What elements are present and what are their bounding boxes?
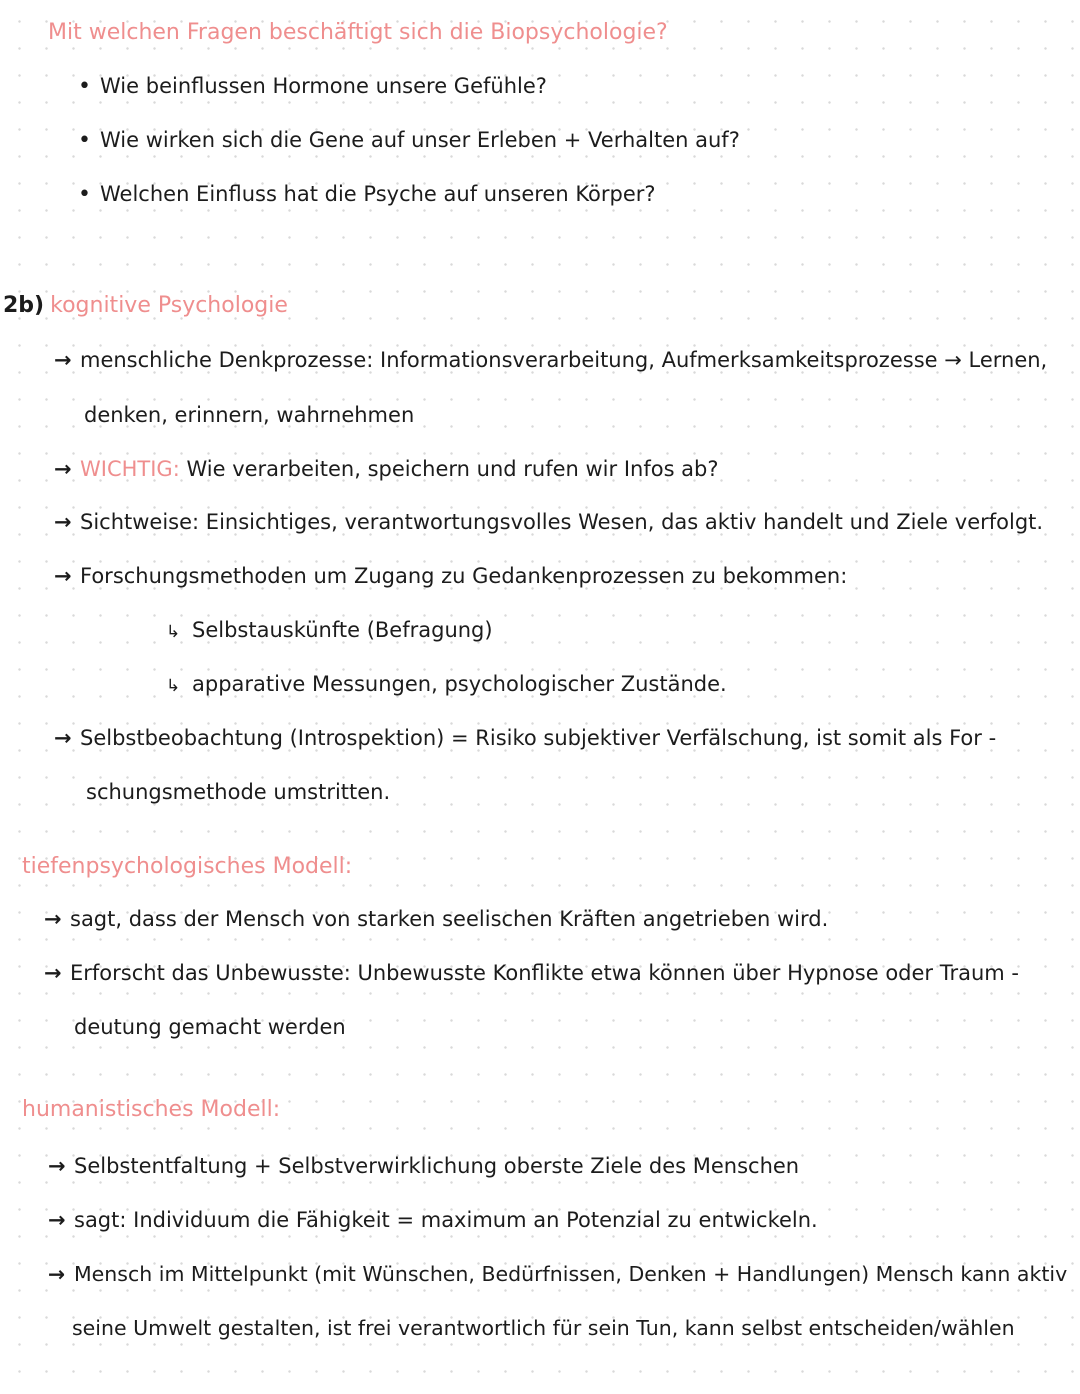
forschung-subitem: ↳ Selbstauskünfte (Befragung) — [166, 616, 493, 646]
tiefen-point-continuation: deutung gemacht werden — [74, 1015, 346, 1039]
arrow-right-icon: → — [54, 457, 72, 481]
arrow-right-icon: → — [54, 726, 72, 750]
section-title: kognitive Psychologie — [50, 293, 288, 318]
bullet-icon: • — [78, 74, 91, 99]
kognitive-point: → WICHTIG: Wie verarbeiten, speichern und rufen wir Infos ab? — [54, 457, 719, 481]
arrow-right-icon: → — [48, 1154, 66, 1178]
kognitive-point: → Forschungsmethoden um Zugang zu Gedankenprozessen zu bekommen: — [54, 564, 848, 588]
kognitive-point-continuation: schungsmethode umstritten. — [86, 780, 391, 804]
tiefen-point: → Erforscht das Unbewusste: Unbewusste Konflikte etwa können über Hypnose oder Traum - — [44, 961, 1019, 985]
arrow-right-icon: → — [54, 348, 72, 372]
wichtig-label: WICHTIG: — [80, 457, 180, 481]
bullet-icon: • — [78, 128, 91, 153]
kognitive-point: → Selbstbeobachtung (Introspektion) = Risiko subjektiver Verfälschung, ist somit als For - — [54, 726, 997, 750]
humanistisch-point: → sagt: Individuum die Fähigkeit = maximum an Potenzial zu entwickeln. — [48, 1208, 818, 1232]
forschung-subitem: ↳ apparative Messungen, psychologischer Zustände. — [166, 670, 727, 700]
tiefen-heading: tiefenpsychologisches Modell: — [22, 854, 353, 879]
humanistisch-point: → Mensch im Mittelpunkt (mit Wünschen, Bedürfnissen, Denken + Handlungen) Mensch kann aktiv — [48, 1262, 1068, 1286]
tiefen-point: → sagt, dass der Mensch von starken seelischen Kräften angetrieben wird. — [44, 907, 829, 931]
section-number: 2b) — [3, 293, 45, 318]
arrow-right-icon: → — [54, 510, 72, 534]
arrow-right-icon: → — [48, 1208, 66, 1232]
return-arrow-icon: ↳ — [166, 622, 181, 642]
kognitive-point: → Sichtweise: Einsichtiges, verantwortungsvolles Wesen, das aktiv handelt und Ziele verfolgt. — [54, 510, 1044, 534]
arrow-right-icon: → — [48, 1262, 66, 1286]
kognitive-heading — [3, 291, 288, 320]
bio-question-item: • Wie wirken sich die Gene auf unser Erleben + Verhalten auf? — [78, 128, 740, 153]
humanistisch-heading: humanistisches Modell: — [22, 1097, 281, 1122]
kognitive-point-continuation: denken, erinnern, wahrnehmen — [84, 403, 415, 427]
humanistisch-point-continuation: seine Umwelt gestalten, ist frei verantwortlich für sein Tun, kann selbst entscheiden/wählen — [72, 1316, 1015, 1340]
bio-question-item: • Wie beinflussen Hormone unsere Gefühle? — [78, 74, 547, 99]
arrow-right-icon: → — [54, 564, 72, 588]
bullet-icon: • — [78, 182, 91, 207]
kognitive-point: → menschliche Denkprozesse: Informationsverarbeitung, Aufmerksamkeitsprozesse → Lernen, — [54, 348, 1048, 372]
arrow-right-icon: → — [44, 907, 62, 931]
bio-question-item: • Welchen Einfluss hat die Psyche auf unseren Körper? — [78, 182, 656, 207]
return-arrow-icon: ↳ — [166, 676, 181, 696]
arrow-right-icon: → — [44, 961, 62, 985]
bio-question-heading: Mit welchen Fragen beschäftigt sich die Biopsychologie? — [48, 20, 668, 45]
humanistisch-point: → Selbstentfaltung + Selbstverwirklichung oberste Ziele des Menschen — [48, 1154, 800, 1178]
